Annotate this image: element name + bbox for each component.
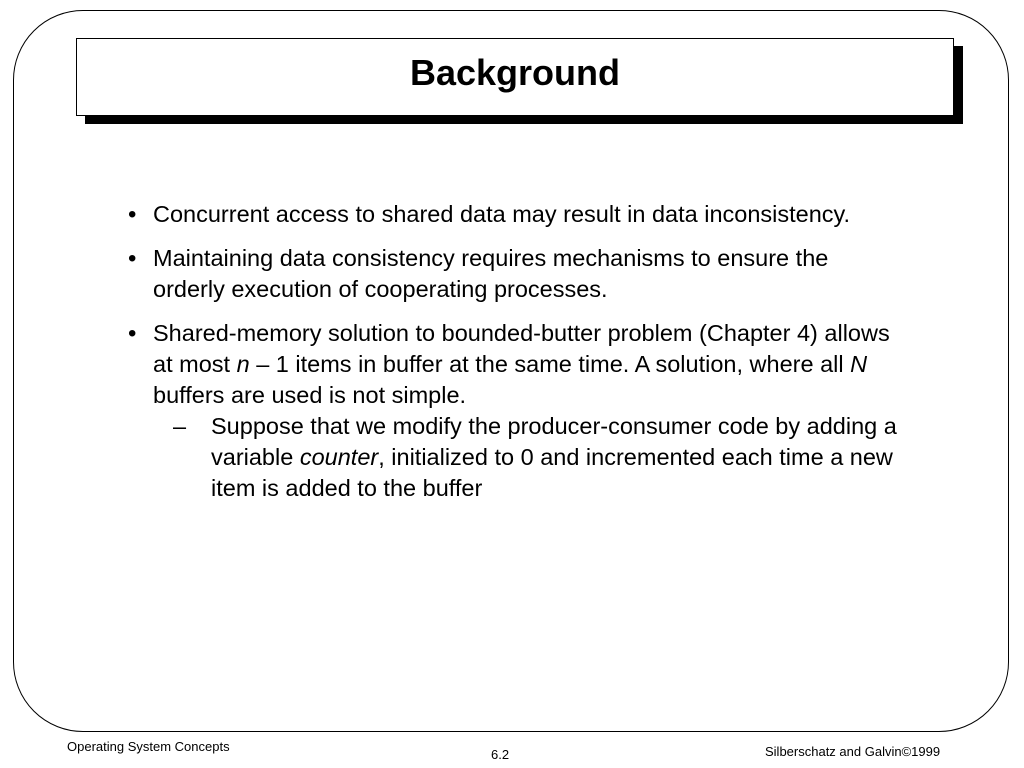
var-N: N [850, 351, 868, 377]
var-n: n [236, 351, 250, 377]
footer-copyright: Silberschatz and Galvin©1999 [765, 744, 941, 759]
bullet-item [125, 318, 905, 411]
sub-bullet-item [125, 411, 905, 504]
title-box [76, 38, 954, 116]
bullet-dot-icon: • [128, 320, 137, 347]
bullet-item [125, 243, 905, 305]
bullet-text: Shared-memory solution to bounded-butter problem (Chapter 4) allows at most n – 1 items in buffer at the same time. A solution, where all N buffers are used is not simple. [153, 320, 890, 408]
footer-course: Operating System Concepts [67, 739, 230, 754]
var-counter: counter [299, 444, 379, 470]
bullet-list [125, 199, 905, 504]
sub-bullet-text: Suppose that we modify the producer-consumer code by adding a variable counter, initialized to 0 and incremented each time a new item is added to the buffer [211, 413, 897, 501]
bullet-dot-icon: • [128, 245, 137, 272]
footer-page-number: 6.2 [491, 747, 510, 762]
bullet-text: Concurrent access to shared data may result in data inconsistency. [153, 201, 851, 227]
bullet-text: Maintaining data consistency requires mechanisms to ensure the orderly execution of cooperating processes. [153, 245, 829, 302]
bullet-dot-icon: • [128, 201, 137, 228]
sub-bullet-dash-icon: – [173, 413, 187, 439]
bullet-item [125, 199, 905, 230]
slide-title: Background [409, 52, 621, 93]
